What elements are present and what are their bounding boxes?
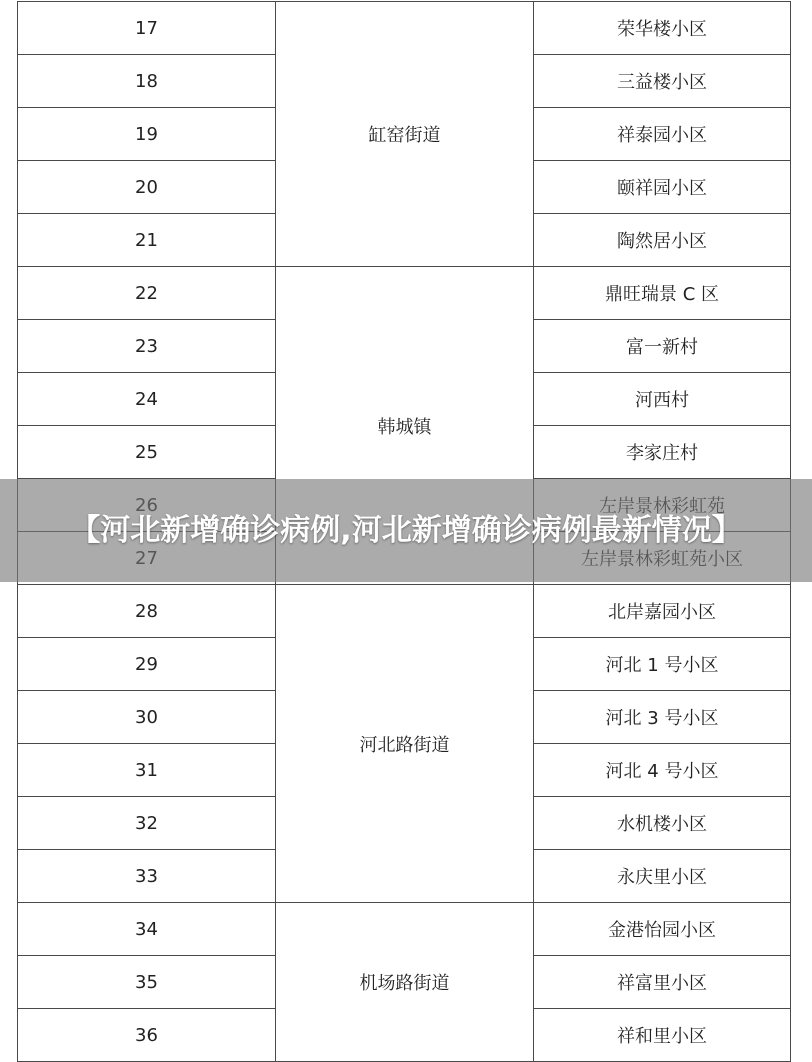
row-number: 22 — [18, 267, 276, 320]
row-number: 32 — [18, 797, 276, 850]
table-row — [18, 267, 791, 320]
row-number: 20 — [18, 161, 276, 214]
community-cell: 祥泰园小区 — [534, 108, 791, 161]
table-row — [18, 2, 791, 55]
community-cell: 祥富里小区 — [534, 956, 791, 1009]
row-number: 35 — [18, 956, 276, 1009]
row-number: 25 — [18, 426, 276, 479]
street-cell: 缸窑街道 — [276, 2, 534, 267]
row-number: 18 — [18, 55, 276, 108]
community-cell: 永庆里小区 — [534, 850, 791, 903]
banner-title: 【河北新增确诊病例,河北新增确诊病例最新情况】 — [70, 512, 742, 548]
row-number: 29 — [18, 638, 276, 691]
community-cell: 李家庄村 — [534, 426, 791, 479]
row-number: 33 — [18, 850, 276, 903]
community-cell: 北岸嘉园小区 — [534, 585, 791, 638]
row-number: 31 — [18, 744, 276, 797]
community-cell: 金港怡园小区 — [534, 903, 791, 956]
community-cell: 荣华楼小区 — [534, 2, 791, 55]
community-cell: 河西村 — [534, 373, 791, 426]
table-row — [18, 903, 791, 956]
community-cell: 水机楼小区 — [534, 797, 791, 850]
street-cell: 河北路街道 — [276, 585, 534, 903]
row-number: 34 — [18, 903, 276, 956]
community-cell: 河北 1 号小区 — [534, 638, 791, 691]
table-row — [18, 585, 791, 638]
street-cell: 机场路街道 — [276, 903, 534, 1062]
community-cell: 富一新村 — [534, 320, 791, 373]
row-number: 17 — [18, 2, 276, 55]
row-number: 30 — [18, 691, 276, 744]
community-cell: 三益楼小区 — [534, 55, 791, 108]
community-cell: 鼎旺瑞景 C 区 — [534, 267, 791, 320]
row-number: 21 — [18, 214, 276, 267]
community-cell: 颐祥园小区 — [534, 161, 791, 214]
community-cell: 河北 3 号小区 — [534, 691, 791, 744]
street-cell: 韩城镇 — [276, 267, 534, 585]
row-number: 28 — [18, 585, 276, 638]
row-number: 24 — [18, 373, 276, 426]
community-cell: 陶然居小区 — [534, 214, 791, 267]
row-number: 19 — [18, 108, 276, 161]
row-number: 36 — [18, 1009, 276, 1062]
community-cell: 河北 4 号小区 — [534, 744, 791, 797]
community-cell: 祥和里小区 — [534, 1009, 791, 1062]
row-number: 23 — [18, 320, 276, 373]
title-banner — [0, 479, 812, 582]
